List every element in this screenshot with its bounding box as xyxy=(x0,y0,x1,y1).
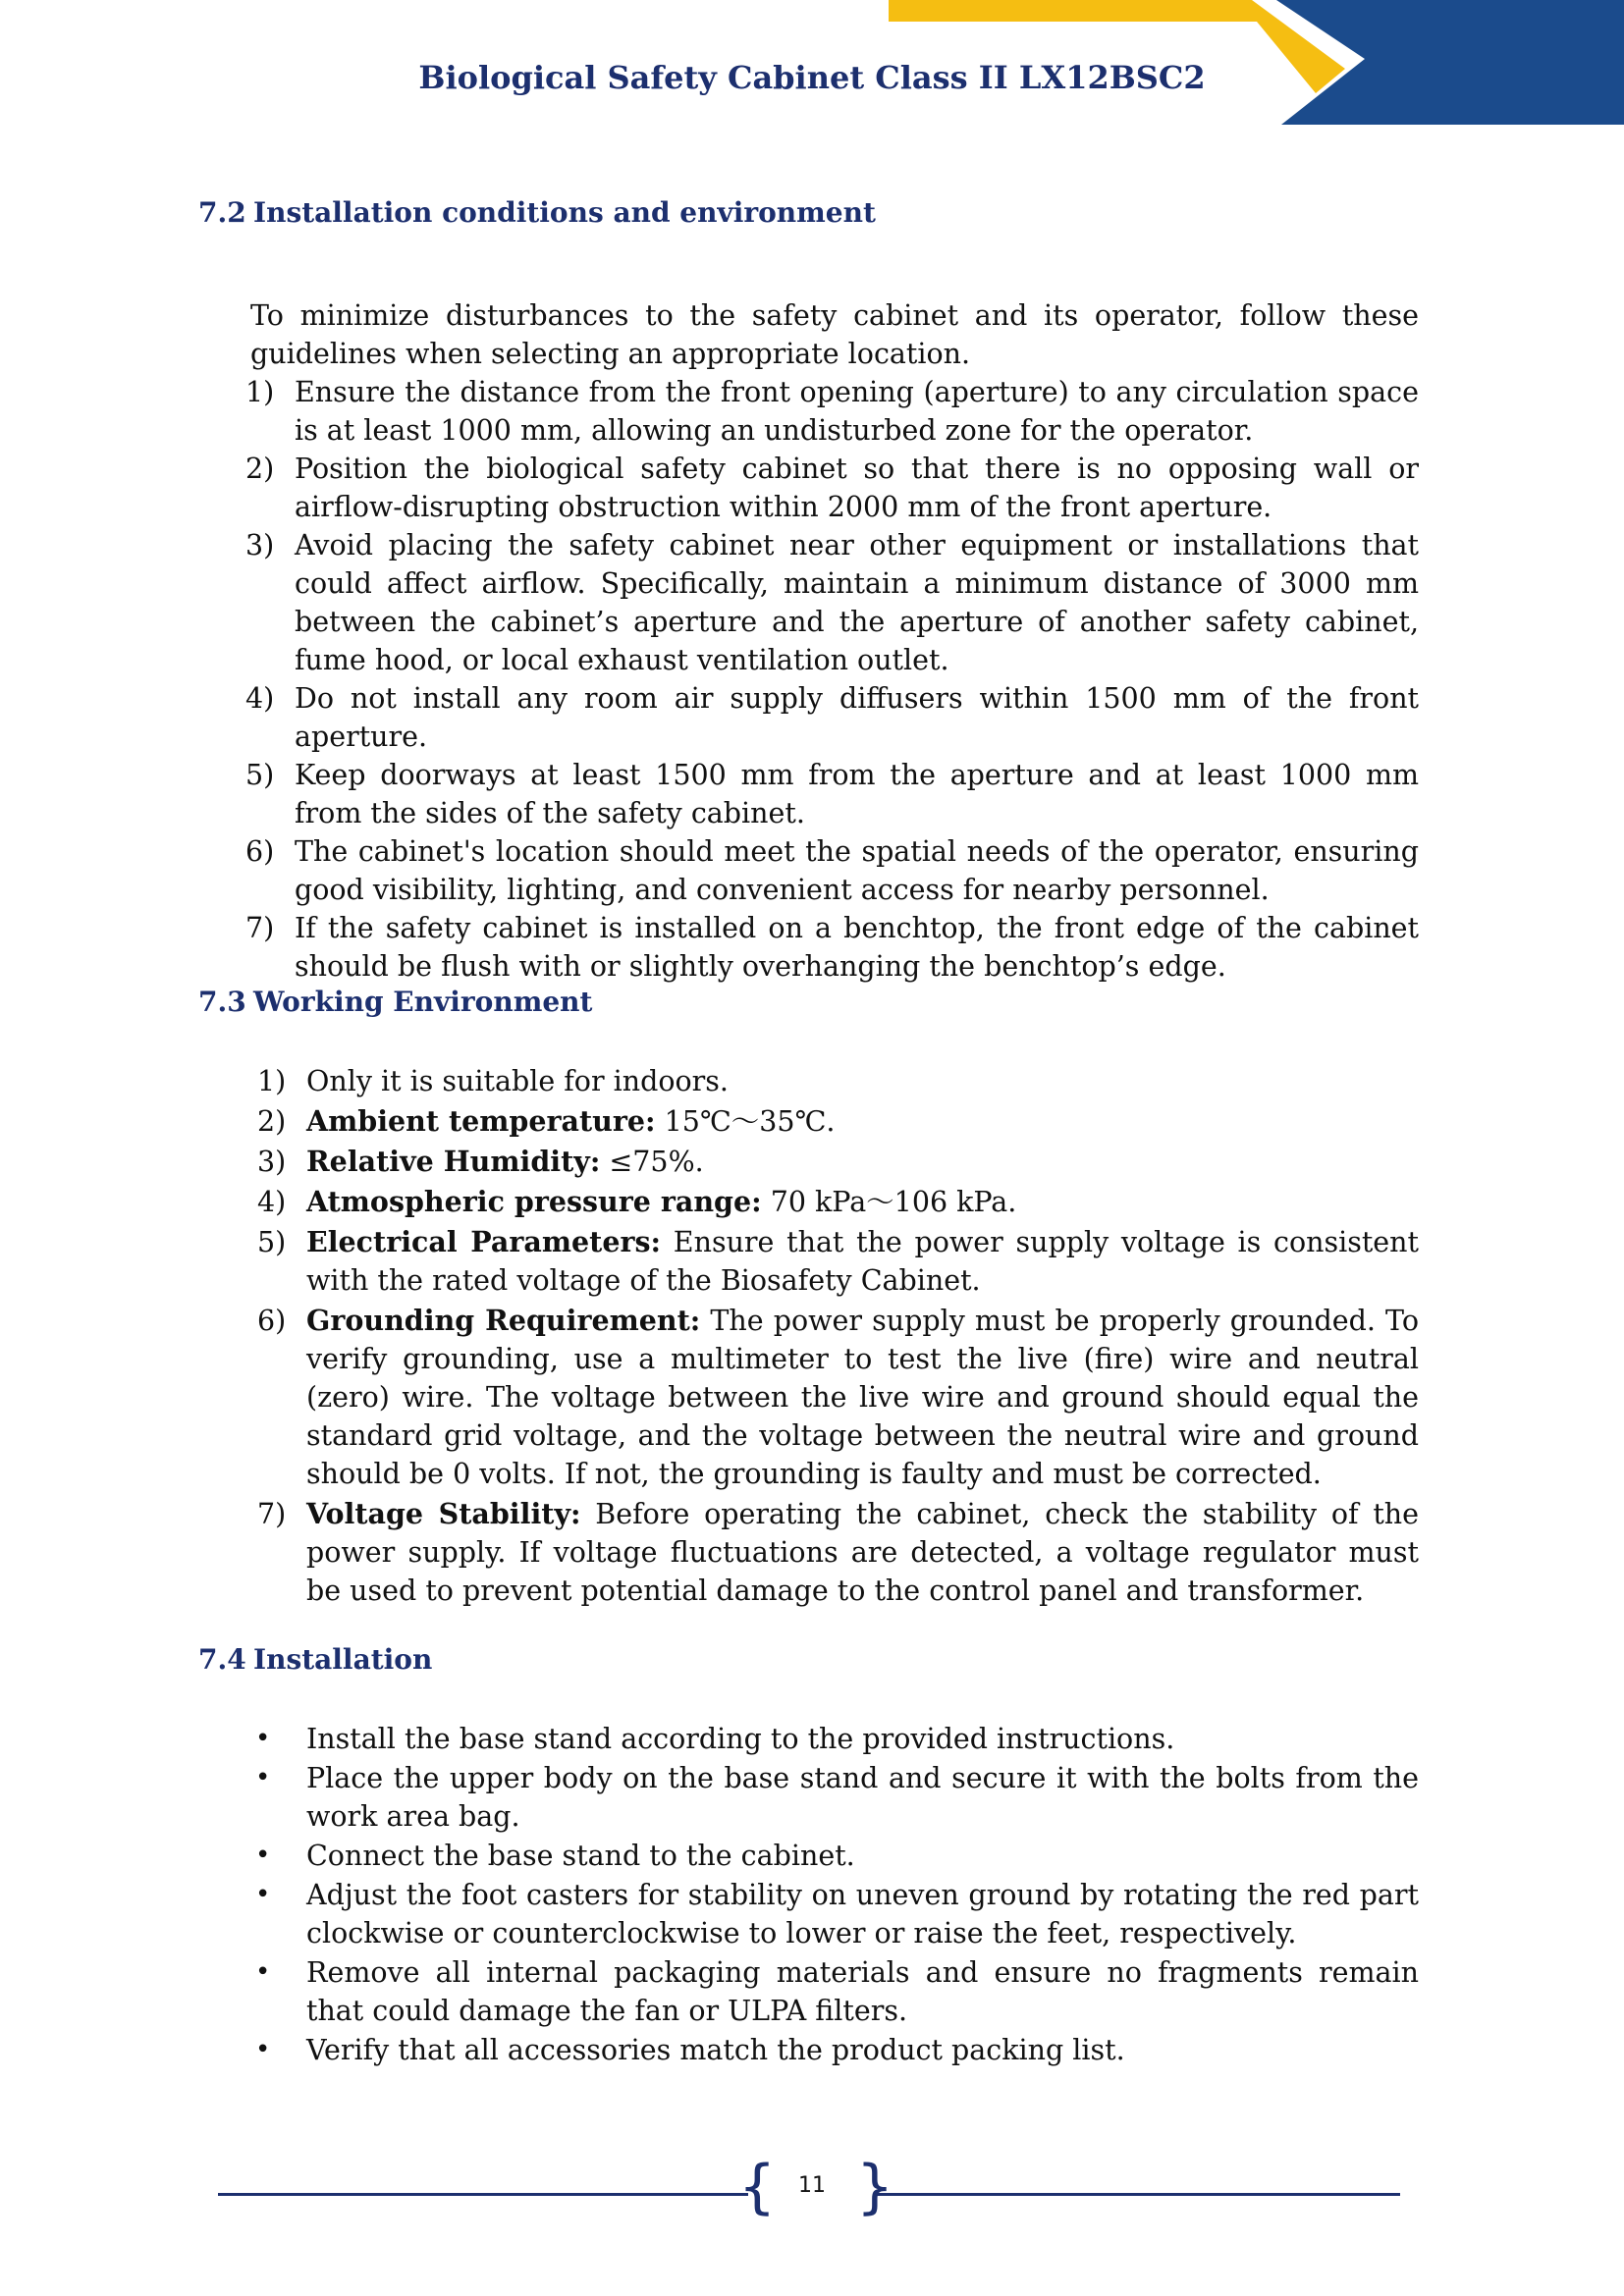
list-item xyxy=(257,1302,1419,1493)
bullet-icon: • xyxy=(255,1957,271,1987)
list-item xyxy=(245,679,1419,756)
list-item xyxy=(255,1876,1419,1952)
bullet-icon: • xyxy=(255,1724,271,1753)
footer-rule-left xyxy=(218,2193,748,2196)
item-label: Ambient temperature: xyxy=(306,1104,656,1138)
section-heading-text: Installation conditions and environment xyxy=(253,196,876,229)
list-item xyxy=(245,450,1419,526)
list-item xyxy=(255,1837,1419,1875)
list-item-text: Avoid placing the safety cabinet near other equipment or installations that could affect airflow. Specifically, maintain a minimum distance of 3000 mm between the cabinet’s aperture and the aperture of another safety cabinet, fume hood, or local exhaust ventilation outlet. xyxy=(295,529,1419,676)
list-marker: 3) xyxy=(257,1146,287,1178)
list-marker: 4) xyxy=(257,1186,287,1218)
list-marker: 5) xyxy=(257,1226,287,1258)
list-item-text: 15℃～35℃. xyxy=(655,1105,836,1138)
section-heading-text: Working Environment xyxy=(253,986,593,1018)
list-item-text: Only it is suitable for indoors. xyxy=(306,1065,729,1097)
list-item xyxy=(255,2031,1419,2069)
list-marker: 1) xyxy=(245,376,275,408)
list-item-text: The power supply must be properly grounded. To verify grounding, use a multimeter to test the live (fire) wire and neutral (zero) wire. The voltage between the live wire and ground should equal the standard grid voltage, and the voltage between the neutral wire and ground should be 0 volts. If not, the grounding is faulty and must be corrected. xyxy=(306,1305,1419,1490)
list-item-text: If the safety cabinet is installed on a benchtop, the front edge of the cabinet should be flush with or slightly overhanging the benchtop’s edge. xyxy=(295,912,1419,983)
section-heading-text: Installation xyxy=(253,1643,433,1676)
list-item-text: Keep doorways at least 1500 mm from the aperture and at least 1000 mm from the sides of the safety cabinet. xyxy=(295,759,1419,829)
list-item xyxy=(255,1759,1419,1836)
list-marker: 2) xyxy=(245,453,275,485)
left-brace-icon: { xyxy=(738,2153,777,2221)
list-item xyxy=(245,756,1419,832)
list-marker: 7) xyxy=(245,912,275,944)
list-item-text: Adjust the foot casters for stability on uneven ground by rotating the red part clockwise or counterclockwise to lower or raise the feet, respectively. xyxy=(306,1879,1419,1949)
list-item xyxy=(257,1183,1419,1221)
section-intro: To minimize disturbances to the safety cabinet and its operator, follow these guidelines when selecting an appropriate location. xyxy=(250,299,1419,370)
footer-rule-right xyxy=(876,2193,1400,2196)
list-item xyxy=(245,526,1419,679)
location-guidelines-list xyxy=(245,373,1419,986)
list-item-text: Ensure the distance from the front opening (aperture) to any circulation space is at least 1000 mm, allowing an undisturbed zone for the operator. xyxy=(295,376,1419,447)
list-item xyxy=(257,1102,1419,1141)
list-item-text: Connect the base stand to the cabinet. xyxy=(306,1840,855,1872)
item-label: Atmospheric pressure range: xyxy=(306,1185,762,1218)
list-item-text: Before operating the cabinet, check the stability of the power supply. If voltage fluctuations are detected, a voltage regulator must be used to prevent potential damage to the control panel and transformer. xyxy=(306,1498,1419,1607)
section-heading-7-2 xyxy=(198,196,876,229)
list-item-text: Ensure that the power supply voltage is consistent with the rated voltage of the Biosafety Cabinet. xyxy=(306,1226,1419,1297)
list-item xyxy=(255,1720,1419,1758)
installation-steps-list xyxy=(255,1720,1419,2070)
list-item xyxy=(257,1143,1419,1181)
list-item-text: Remove all internal packaging materials and ensure no fragments remain that could damage the fan or ULPA filters. xyxy=(306,1956,1419,2027)
list-item xyxy=(245,909,1419,986)
list-item xyxy=(257,1223,1419,1300)
list-item-text: Position the biological safety cabinet so that there is no opposing wall or airflow-disrupting obstruction within 2000 mm of the front aperture. xyxy=(295,453,1419,523)
list-item-text: 70 kPa～106 kPa. xyxy=(761,1186,1017,1218)
list-marker: 5) xyxy=(245,759,275,791)
right-brace-icon: } xyxy=(856,2153,894,2221)
list-marker: 3) xyxy=(245,529,275,561)
list-item-text: ≤75%. xyxy=(600,1146,704,1178)
section-heading-7-3 xyxy=(198,986,592,1018)
section-heading-7-4 xyxy=(198,1643,432,1676)
list-item xyxy=(257,1495,1419,1610)
bullet-icon: • xyxy=(255,1763,271,1792)
section-number: 7.4 xyxy=(198,1643,246,1676)
item-label: Voltage Stability: xyxy=(306,1497,581,1530)
list-item-text: Place the upper body on the base stand and secure it with the bolts from the work area bag. xyxy=(306,1762,1419,1833)
list-marker: 2) xyxy=(257,1105,287,1138)
list-item-text: The cabinet's location should meet the spatial needs of the operator, ensuring good visibility, lighting, and convenient access for nearby personnel. xyxy=(295,835,1419,906)
list-item xyxy=(255,1953,1419,2030)
list-item-text: Do not install any room air supply diffusers within 1500 mm of the front aperture. xyxy=(295,682,1419,753)
bullet-icon: • xyxy=(255,1841,271,1870)
section-number: 7.2 xyxy=(198,196,246,229)
bullet-icon: • xyxy=(255,1880,271,1909)
list-item xyxy=(245,373,1419,450)
bullet-icon: • xyxy=(255,2035,271,2064)
list-item xyxy=(257,1062,1419,1100)
section-number: 7.3 xyxy=(198,986,246,1018)
working-environment-list xyxy=(257,1062,1419,1612)
list-marker: 7) xyxy=(257,1498,287,1530)
list-marker: 6) xyxy=(257,1305,287,1337)
document-title: Biological Safety Cabinet Class II LX12BSC2 xyxy=(418,59,1206,96)
list-item xyxy=(245,832,1419,909)
list-marker: 4) xyxy=(245,682,275,715)
list-item-text: Install the base stand according to the provided instructions. xyxy=(306,1723,1175,1755)
page-number: 11 xyxy=(798,2173,826,2198)
item-label: Electrical Parameters: xyxy=(306,1225,662,1258)
item-label: Relative Humidity: xyxy=(306,1145,601,1178)
item-label: Grounding Requirement: xyxy=(306,1304,701,1337)
list-marker: 6) xyxy=(245,835,275,868)
list-marker: 1) xyxy=(257,1065,287,1097)
list-item-text: Verify that all accessories match the product packing list. xyxy=(306,2034,1125,2066)
